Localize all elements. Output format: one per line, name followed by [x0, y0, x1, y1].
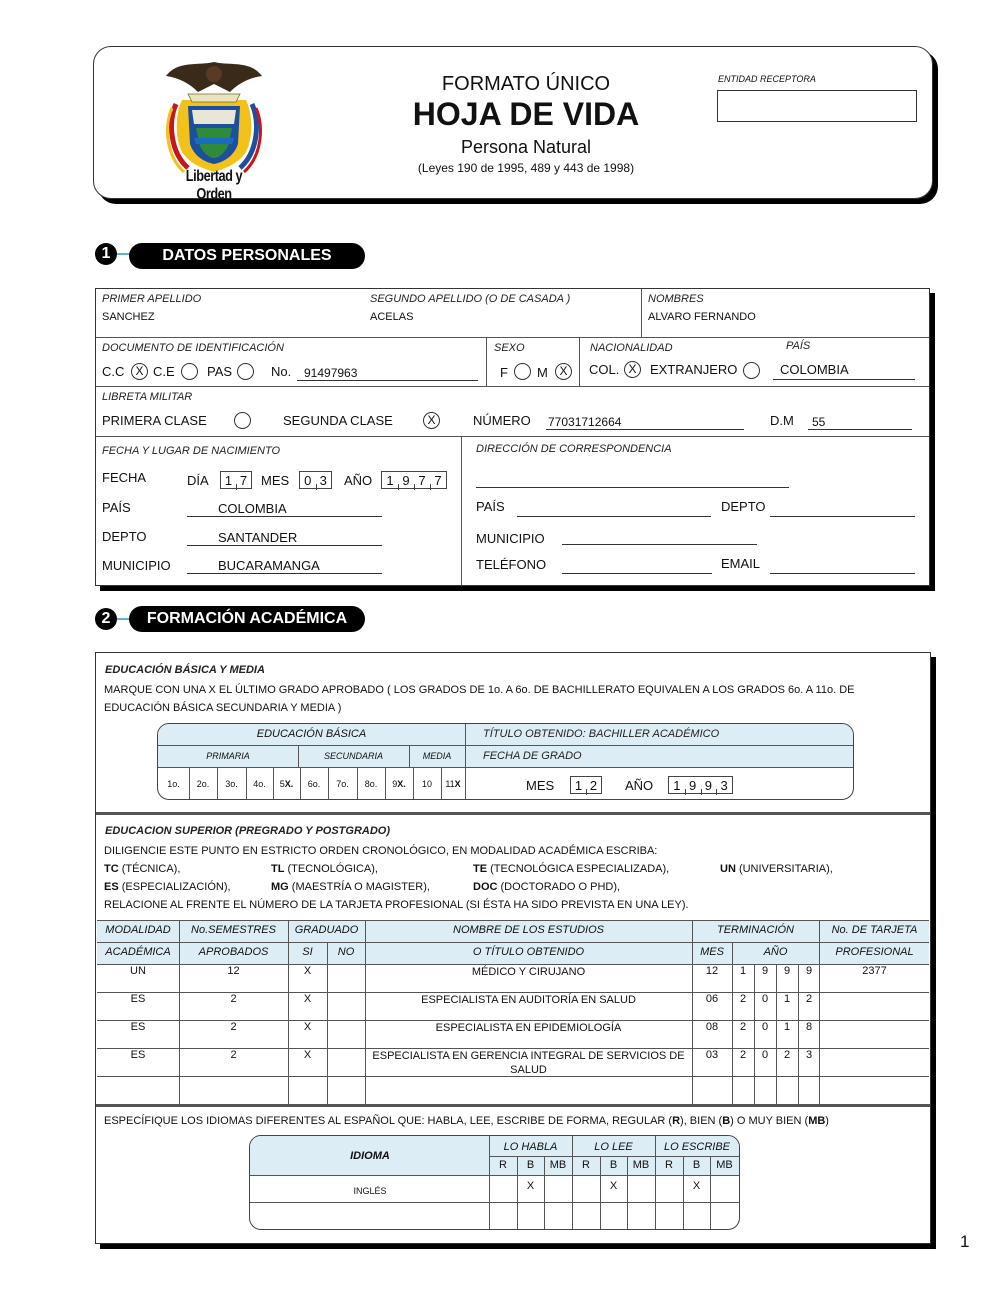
table-cell[interactable]: 08 [705, 1021, 719, 1033]
th-mes: MES [700, 946, 724, 958]
title-big: HOJA DE VIDA [412, 96, 640, 132]
pais-nac-value[interactable]: COLOMBIA [218, 501, 287, 516]
grade-cell[interactable]: 8o. [364, 779, 378, 789]
grade-cell[interactable]: 2o. [196, 779, 210, 789]
sexo-m-radio[interactable]: X [555, 363, 572, 380]
grade-cell[interactable]: 5X. [279, 779, 294, 789]
pais-nac-label: PAÍS [102, 500, 131, 515]
laws: (Leyes 190 de 1995, 489 y 443 de 1998) [417, 161, 635, 175]
dir-municipio-input[interactable] [562, 544, 757, 545]
table-cell[interactable]: 0 [761, 993, 769, 1005]
primaria-header: PRIMARIA [206, 751, 250, 761]
superior-instructions: DILIGENCIE ESTE PUNTO EN ESTRICTO ORDEN CRONOLÓGICO, EN MODALIDAD ACADÉMICA ESCRIBA: [104, 845, 658, 857]
dm-value[interactable]: 55 [812, 415, 826, 429]
th-tarjeta-1: No. DE TARJETA [831, 924, 918, 936]
level-header: R [665, 1159, 673, 1171]
th-si: SI [302, 946, 313, 958]
table-cell[interactable]: 0 [761, 1049, 769, 1061]
segundo-apellido-label: SEGUNDO APELLIDO (O DE CASADA ) [370, 293, 571, 305]
nac-extranjero-radio[interactable] [743, 362, 760, 379]
mod-es: ES (ESPECIALIZACIÓN), [104, 881, 231, 893]
doc-ce-label: C.E [153, 364, 175, 379]
table-cell[interactable]: 9 [761, 965, 769, 977]
nac-col-radio[interactable]: X [624, 361, 641, 378]
grade-cell[interactable]: 7o. [336, 779, 349, 789]
table-cell[interactable]: MÉDICO Y CIRUJANO [471, 966, 586, 978]
nac-extranjero-label: EXTRANJERO [650, 362, 738, 377]
relacione-instructions: RELACIONE AL FRENTE EL NÚMERO DE LA TARJETA PROFESIONAL (SI ÉSTA HA SIDO PREVISTA EN UNA LEY). [104, 899, 689, 911]
th-no: NO [337, 946, 355, 958]
table-cell[interactable]: X [303, 965, 312, 977]
table-cell[interactable]: 9 [805, 965, 813, 977]
grade-cell[interactable]: 3o. [225, 779, 238, 789]
level-header: R [582, 1159, 590, 1171]
lo-habla-header: LO HABLA [503, 1141, 558, 1153]
doc-pas-radio[interactable] [237, 363, 254, 380]
dia-label: DÍA [187, 473, 209, 488]
table-cell[interactable]: 2 [805, 993, 813, 1005]
grade-cell[interactable]: 4o. [253, 779, 266, 789]
th-modalidad: MODALIDAD [105, 924, 171, 936]
subtitle: Persona Natural [460, 137, 592, 157]
entidad-label: ENTIDAD RECEPTORA [718, 74, 816, 84]
doc-pas-label: PAS [207, 364, 233, 379]
mod-mg: MG (MAESTRÍA O MAGISTER), [271, 881, 430, 893]
grado-mes-digit: 2 [586, 778, 601, 793]
table-cell[interactable]: X [303, 1021, 312, 1033]
anio-digits[interactable] [381, 471, 447, 489]
nombres-label: NOMBRES [648, 293, 704, 305]
mod-tc: TC (TÉCNICA), [104, 863, 181, 875]
primera-clase-label: PRIMERA CLASE [102, 413, 207, 428]
mod-un: UN (UNIVERSITARIA), [720, 863, 833, 875]
superior-title: EDUCACION SUPERIOR (PREGRADO Y POSTGRADO) [105, 825, 391, 837]
depto-nac-label: DEPTO [102, 529, 147, 544]
mod-te: TE (TECNOLÓGICA ESPECIALIZADA), [473, 863, 670, 875]
section2-number: 2 [95, 608, 117, 630]
sexo-f-label: F [500, 365, 508, 380]
dm-label: D.M [770, 413, 794, 428]
primer-apellido-value[interactable]: SANCHEZ [102, 311, 155, 323]
segundo-apellido-value[interactable]: ACELAS [370, 311, 414, 323]
idioma-name[interactable]: INGLÉS [353, 1186, 387, 1196]
sexo-f-radio[interactable] [514, 363, 531, 380]
table-cell[interactable]: 06 [705, 993, 719, 1005]
municipio-nac-value[interactable]: BUCARAMANGA [218, 558, 320, 573]
table-cell[interactable]: 2 [739, 1049, 747, 1061]
libreta-militar-label: LIBRETA MILITAR [102, 391, 193, 403]
idioma-mark[interactable]: X [692, 1180, 701, 1192]
table-cell[interactable]: X [303, 993, 312, 1005]
section2-title: FORMACIÓN ACADÉMICA [129, 606, 365, 632]
doc-ce-radio[interactable] [181, 363, 198, 380]
mes-digit: 0 [304, 472, 312, 488]
primera-clase-radio[interactable] [234, 412, 251, 429]
anio-digit: 7 [414, 473, 430, 488]
dir-telefono-input[interactable] [562, 573, 712, 574]
eb-header: EDUCACIÓN BÁSICA [256, 728, 367, 740]
dir-pais-label: PAÍS [476, 499, 505, 514]
grado-anio-digit: 9 [701, 778, 717, 793]
basica-instructions-1: MARQUE CON UNA X EL ÚLTIMO GRADO APROBADO ( LOS GRADOS DE 1o. A 6o. DE BACHILLERATO EQUIVALEN A LOS GRADOS 6o. A 11o. DE [104, 684, 855, 696]
table-cell[interactable]: 12 [705, 965, 719, 977]
table-cell[interactable]: ESPECIALISTA EN GERENCIA INTEGRAL DE SERVICIOS DE SALUD [372, 1050, 685, 1076]
table-cell[interactable]: 2 [230, 1049, 237, 1061]
level-header: B [609, 1159, 618, 1171]
table-cell[interactable]: 2 [739, 993, 747, 1005]
table-cell[interactable]: UN [130, 965, 146, 977]
anio-label: AÑO [344, 473, 373, 488]
table-cell[interactable]: ESPECIALISTA EN AUDITORÍA EN SALUD [421, 994, 636, 1006]
basica-instructions-2: EDUCACIÓN BÁSICA SECUNDARIA Y MEDIA ) [104, 702, 342, 714]
direccion-input[interactable] [476, 487, 789, 488]
grado-anio-digit: 9 [685, 778, 701, 793]
doc-number-value[interactable]: 91497963 [304, 366, 358, 380]
level-header: B [526, 1159, 535, 1171]
depto-nac-value[interactable]: SANTANDER [218, 530, 298, 545]
entidad-input[interactable] [717, 90, 917, 122]
grado-mes-digits[interactable] [570, 776, 602, 794]
table-cell[interactable]: 1 [783, 993, 791, 1005]
dia-digits[interactable] [220, 471, 252, 489]
lo-escribe-header: LO ESCRIBE [663, 1141, 731, 1153]
dir-depto-label: DEPTO [721, 499, 766, 514]
mes-digit: 3 [316, 473, 332, 488]
th-tarjeta-2: PROFESIONAL [835, 946, 914, 958]
grado-anio-digits[interactable] [668, 776, 733, 794]
nombres-value[interactable]: ALVARO FERNANDO [648, 311, 756, 323]
pais-label: PAÍS [786, 340, 811, 352]
grado-mes-label: MES [526, 778, 555, 793]
idiomas-instructions: ESPECÍFIQUE LOS IDIOMAS DIFERENTES AL ESPAÑOL QUE: HABLA, LEE, ESCRIBE DE FORMA, REGULAR (R), BIEN (B) O MUY BIEN (MB) [104, 1115, 829, 1127]
th-semestres: No.SEMESTRES [191, 924, 276, 936]
table-cell[interactable]: 1 [739, 965, 747, 977]
page-number: 1 [960, 1232, 970, 1251]
dir-depto-input[interactable] [770, 516, 915, 517]
grado-anio-digit: 1 [673, 777, 681, 793]
anio-digit: 7 [430, 473, 446, 488]
grade-cell[interactable]: 6o. [307, 779, 321, 789]
th-nombre-1: NOMBRE DE LOS ESTUDIOS [453, 924, 604, 936]
table-cell[interactable]: 8 [805, 1021, 813, 1033]
media-header: MEDIA [422, 751, 452, 761]
pais-value[interactable]: COLOMBIA [780, 362, 849, 377]
level-header: MB [549, 1159, 567, 1171]
idioma-mark[interactable]: X [609, 1180, 618, 1192]
dia-digit: 7 [236, 473, 251, 488]
th-terminacion: TERMINACIÓN [717, 924, 794, 936]
dir-email-input[interactable] [770, 573, 915, 574]
mes-label: MES [261, 473, 290, 488]
table-cell[interactable]: X [303, 1049, 312, 1061]
table-cell[interactable]: 03 [705, 1049, 719, 1061]
doc-no-label: No. [271, 364, 292, 379]
th-aprobados: APROBADOS [198, 946, 269, 958]
grade-cell[interactable]: 9X. [392, 779, 406, 789]
fecha-lugar-nacimiento-label: FECHA Y LUGAR DE NACIMIENTO [102, 445, 281, 457]
doc-cc-radio[interactable]: X [131, 363, 148, 380]
table-cell[interactable]: 2 [230, 1021, 237, 1033]
th-nombre-2: O TÍTULO OBTENIDO [472, 946, 585, 958]
anio-digit: 9 [398, 473, 414, 488]
segunda-clase-label: SEGUNDA CLASE [283, 413, 393, 428]
secundaria-header: SECUNDARIA [323, 751, 383, 761]
dir-municipio-label: MUNICIPIO [476, 531, 545, 546]
table-cell[interactable]: ES [130, 1049, 146, 1061]
level-header: MB [632, 1159, 650, 1171]
grade-cell[interactable]: 1o. [167, 779, 180, 789]
title-small: FORMATO ÚNICO [441, 73, 611, 95]
titulo-obtenido-label: TÍTULO OBTENIDO: BACHILLER ACADÉMICO [483, 728, 720, 740]
dir-pais-input[interactable] [517, 516, 711, 517]
table-cell[interactable]: 2377 [862, 965, 887, 977]
grado-anio-label: AÑO [625, 778, 654, 793]
table-cell[interactable]: 2 [783, 1049, 791, 1061]
dir-telefono-label: TELÉFONO [476, 557, 547, 572]
fecha-grado-label: FECHA DE GRADO [483, 750, 582, 762]
table-cell[interactable]: ES [130, 993, 146, 1005]
table-cell[interactable]: 2 [230, 993, 237, 1005]
segunda-clase-radio[interactable]: X [423, 412, 440, 429]
documento-label: DOCUMENTO DE IDENTIFICACIÓN [102, 342, 284, 354]
dir-email-label: EMAIL [721, 556, 761, 571]
basica-title: EDUCACIÓN BÁSICA Y MEDIA [105, 664, 265, 676]
th-academica: ACADÉMICA [105, 946, 171, 958]
level-header: B [692, 1159, 701, 1171]
idioma-mark[interactable]: X [526, 1180, 535, 1192]
grado-mes-digit: 1 [574, 777, 583, 793]
sexo-label: SEXO [494, 342, 525, 354]
table-cell[interactable]: ESPECIALISTA EN EPIDEMIOLOGÍA [435, 1022, 622, 1034]
dia-digit: 1 [224, 472, 233, 488]
table-cell[interactable]: 12 [227, 965, 240, 977]
libreta-numero-value[interactable]: 77031712664 [548, 415, 622, 429]
idioma-header: IDIOMA [350, 1150, 390, 1162]
municipio-nac-label: MUNICIPIO [102, 558, 171, 573]
numero-label: NÚMERO [473, 413, 531, 428]
table-cell[interactable]: 2 [739, 1021, 747, 1033]
doc-cc-label: C.C [102, 364, 125, 379]
th-graduado: GRADUADO [294, 924, 359, 936]
direccion-label: DIRECCIÓN DE CORRESPONDENCIA [476, 443, 672, 455]
nac-col-label: COL. [589, 362, 620, 377]
table-cell[interactable]: 0 [761, 1021, 769, 1033]
logo-caption: Libertad y Orden [185, 168, 243, 203]
grade-cell[interactable]: 11X [445, 779, 461, 789]
section1-number: 1 [95, 243, 117, 265]
lo-lee-header: LO LEE [594, 1141, 633, 1153]
anio-digit: 1 [386, 472, 394, 488]
mod-doc: DOC (DOCTORADO O PHD), [473, 881, 621, 893]
mod-tl: TL (TECNOLÓGICA), [271, 863, 378, 875]
sexo-m-label: M [537, 365, 548, 380]
table-cell[interactable]: 1 [783, 1021, 791, 1033]
primer-apellido-label: PRIMER APELLIDO [102, 293, 202, 305]
nacionalidad-label: NACIONALIDAD [590, 342, 673, 354]
section1-title: DATOS PERSONALES [129, 243, 365, 269]
table-cell[interactable]: 3 [805, 1049, 813, 1061]
grado-anio-digit: 3 [716, 778, 732, 793]
table-cell[interactable]: ES [130, 1021, 146, 1033]
fecha-label: FECHA [102, 470, 147, 485]
level-header: MB [716, 1159, 733, 1171]
th-anio: AÑO [763, 946, 788, 958]
mes-digits[interactable] [299, 471, 332, 489]
grade-cell[interactable]: 10 [421, 779, 432, 789]
level-header: R [499, 1159, 507, 1171]
table-cell[interactable]: 9 [783, 965, 791, 977]
